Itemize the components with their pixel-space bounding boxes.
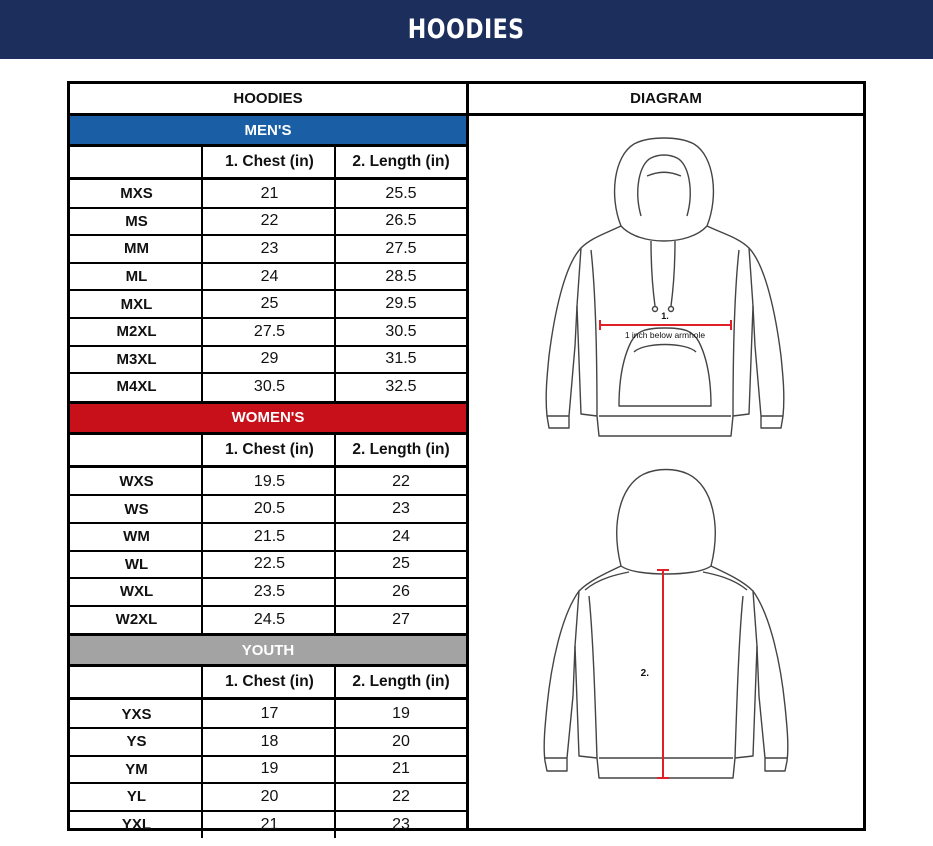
section-header: WOMEN'S — [70, 404, 466, 432]
size-label: YM — [125, 760, 148, 778]
length-value: 21 — [392, 760, 410, 778]
length-value: 22 — [392, 472, 410, 490]
chest-value: 17 — [260, 705, 279, 723]
size-chart — [67, 81, 866, 834]
section-header: YOUTH — [70, 636, 466, 664]
divider — [201, 667, 203, 697]
length-value: 20 — [392, 732, 410, 750]
diagram-title: DIAGRAM — [630, 90, 702, 107]
length-value: 25.5 — [385, 184, 417, 202]
chest-value: 30.5 — [253, 377, 286, 395]
chest-value: 20 — [260, 787, 279, 805]
chest-value: 25 — [260, 295, 279, 313]
divider — [201, 700, 203, 838]
size-table — [70, 84, 466, 834]
length-value: 19 — [392, 705, 410, 723]
chest-value: 21.5 — [253, 527, 286, 545]
length-value: 31.5 — [385, 350, 417, 368]
chest-value: 21 — [260, 184, 279, 202]
size-label: WL — [124, 555, 149, 573]
length-value: 32.5 — [385, 377, 417, 395]
divider — [201, 468, 203, 634]
column-header — [70, 667, 203, 697]
chest-value: 22.5 — [253, 555, 286, 573]
chest-value: 19 — [260, 760, 279, 778]
column-header — [70, 435, 203, 465]
size-label: WXL — [119, 583, 154, 601]
length-value: 29.5 — [385, 295, 417, 313]
chest-value: 20.5 — [253, 500, 286, 518]
hoodie-back-illustration — [469, 466, 863, 796]
size-label: YXS — [121, 705, 152, 723]
hoodie-front-illustration — [469, 116, 863, 466]
length-value: 28.5 — [385, 267, 417, 285]
length-value: 23 — [392, 815, 410, 833]
size-label: MXL — [120, 295, 153, 313]
size-label: WS — [124, 500, 149, 518]
page-banner — [0, 0, 933, 59]
length-marker: 2. — [640, 668, 649, 679]
chest-note: 1 inch below armhole — [624, 330, 706, 340]
length-value: 26 — [392, 582, 410, 600]
divider — [334, 667, 336, 697]
chest-value: 24.5 — [253, 610, 286, 628]
length-value: 23 — [392, 500, 410, 518]
divider — [201, 180, 203, 401]
table-title: HOODIES — [233, 90, 303, 107]
divider — [334, 147, 336, 177]
chest-value: 23.5 — [253, 582, 286, 600]
chest-value: 23 — [260, 239, 279, 257]
column-header: 1. Chest (in) — [225, 673, 314, 691]
column-header: 2. Length (in) — [352, 673, 450, 691]
length-value: 27.5 — [385, 239, 417, 257]
chest-value: 27.5 — [253, 322, 286, 340]
section-header: MEN'S — [70, 116, 466, 144]
chest-value: 24 — [260, 267, 279, 285]
divider — [334, 180, 336, 401]
length-value: 25 — [392, 555, 410, 573]
size-label: ML — [125, 268, 148, 286]
size-label: WXS — [119, 473, 154, 491]
length-value: 22 — [392, 787, 410, 805]
divider — [201, 435, 203, 465]
column-header — [70, 147, 203, 177]
size-label: MM — [124, 240, 149, 258]
size-label: MXS — [120, 185, 153, 203]
size-label: M2XL — [116, 323, 157, 341]
diagram-panel — [469, 84, 863, 828]
size-label: YXL — [121, 816, 152, 834]
length-value: 24 — [392, 527, 410, 545]
length-value: 30.5 — [385, 322, 417, 340]
size-label: WM — [123, 528, 150, 546]
chest-value: 29 — [260, 350, 279, 368]
chest-value: 22 — [260, 212, 279, 230]
divider — [334, 435, 336, 465]
banner-title: HOODIES — [408, 14, 525, 45]
size-label: MS — [125, 212, 148, 230]
size-label: M3XL — [116, 350, 157, 368]
length-value: 26.5 — [385, 212, 417, 230]
column-header: 2. Length (in) — [352, 153, 450, 170]
chest-value: 18 — [260, 732, 279, 750]
size-label: YS — [126, 733, 147, 751]
chest-value: 19.5 — [253, 472, 286, 490]
column-header: 1. Chest (in) — [225, 153, 314, 170]
length-value: 27 — [392, 610, 410, 628]
divider — [201, 147, 203, 177]
chest-value: 21 — [260, 815, 279, 833]
column-header: 1. Chest (in) — [225, 440, 314, 458]
divider — [334, 700, 336, 838]
size-label: W2XL — [115, 611, 158, 629]
size-label: YL — [126, 788, 147, 806]
size-label: M4XL — [116, 378, 157, 396]
divider — [334, 468, 336, 634]
chest-marker: 1. — [661, 311, 669, 321]
column-header: 2. Length (in) — [352, 440, 450, 458]
